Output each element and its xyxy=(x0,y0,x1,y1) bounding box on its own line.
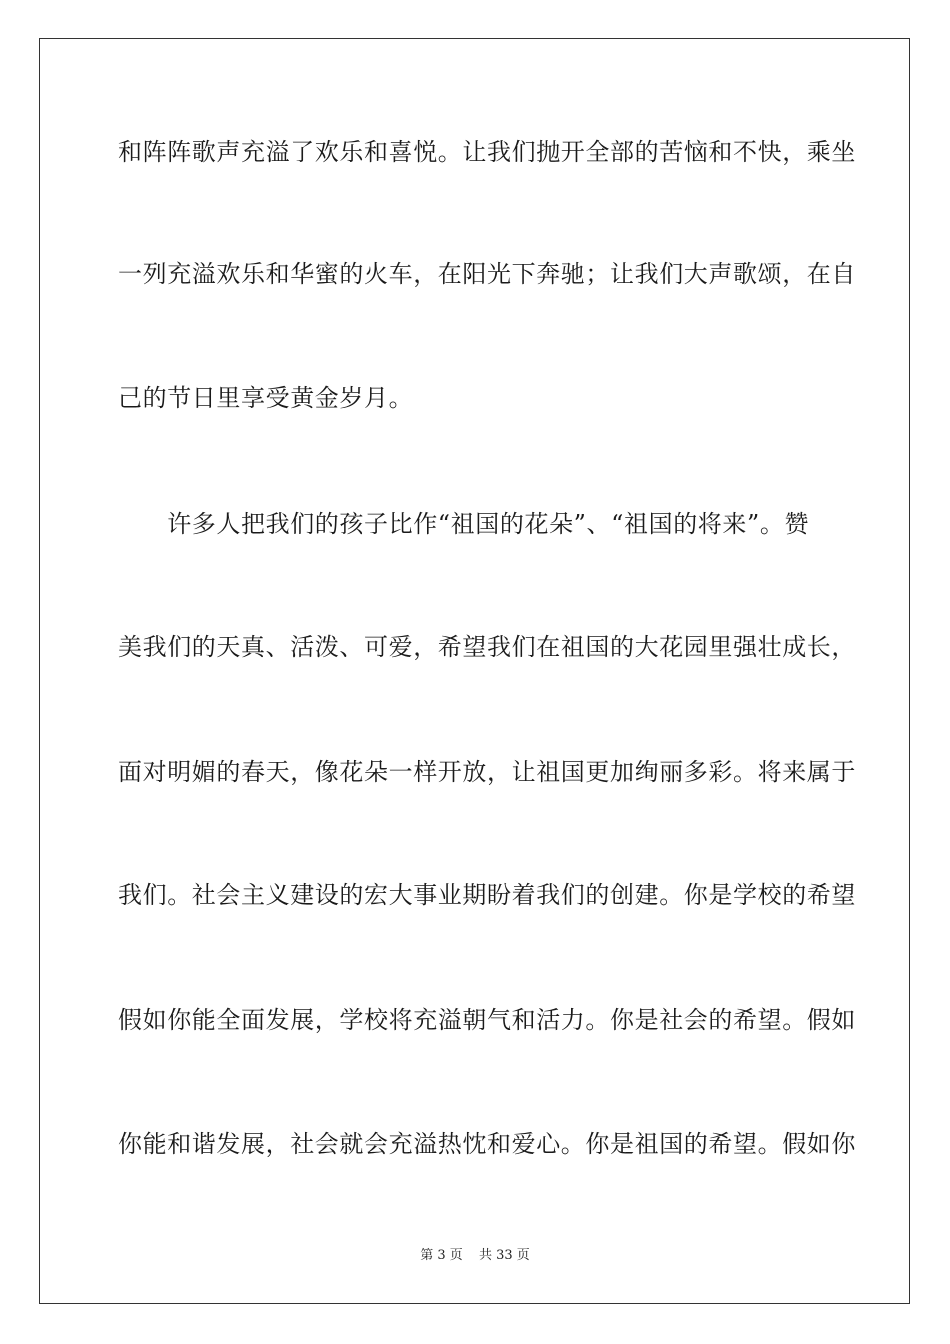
text-line: 面对明媚的春天，像花朵一样开放，让祖国更加绚丽多彩。将来属于 xyxy=(118,758,856,786)
text-line: 假如你能全面发展，学校将充溢朝气和活力。你是社会的希望。假如 xyxy=(118,1006,856,1034)
page-number: 第 3 页 xyxy=(420,1248,463,1263)
text-line: 美我们的天真、活泼、可爱，希望我们在祖国的大花园里强壮成长， xyxy=(118,633,856,661)
page-footer xyxy=(0,1248,950,1264)
page-border xyxy=(39,38,910,1304)
text-line: 一列充溢欢乐和华蜜的火车，在阳光下奔驰；让我们大声歌颂，在自 xyxy=(118,260,856,288)
total-pages: 共 33 页 xyxy=(478,1248,530,1263)
text-line: 己的节日里享受黄金岁月。 xyxy=(118,384,414,412)
text-line: 许多人把我们的孩子比作“祖国的花朵”、“祖国的将来”。赞 xyxy=(118,510,810,538)
text-line: 你能和谐发展，社会就会充溢热忱和爱心。你是祖国的希望。假如你 xyxy=(118,1130,856,1158)
text-line: 和阵阵歌声充溢了欢乐和喜悦。让我们抛开全部的苦恼和不快，乘坐 xyxy=(118,138,856,166)
text-line: 我们。社会主义建设的宏大事业期盼着我们的创建。你是学校的希望 xyxy=(118,881,856,909)
